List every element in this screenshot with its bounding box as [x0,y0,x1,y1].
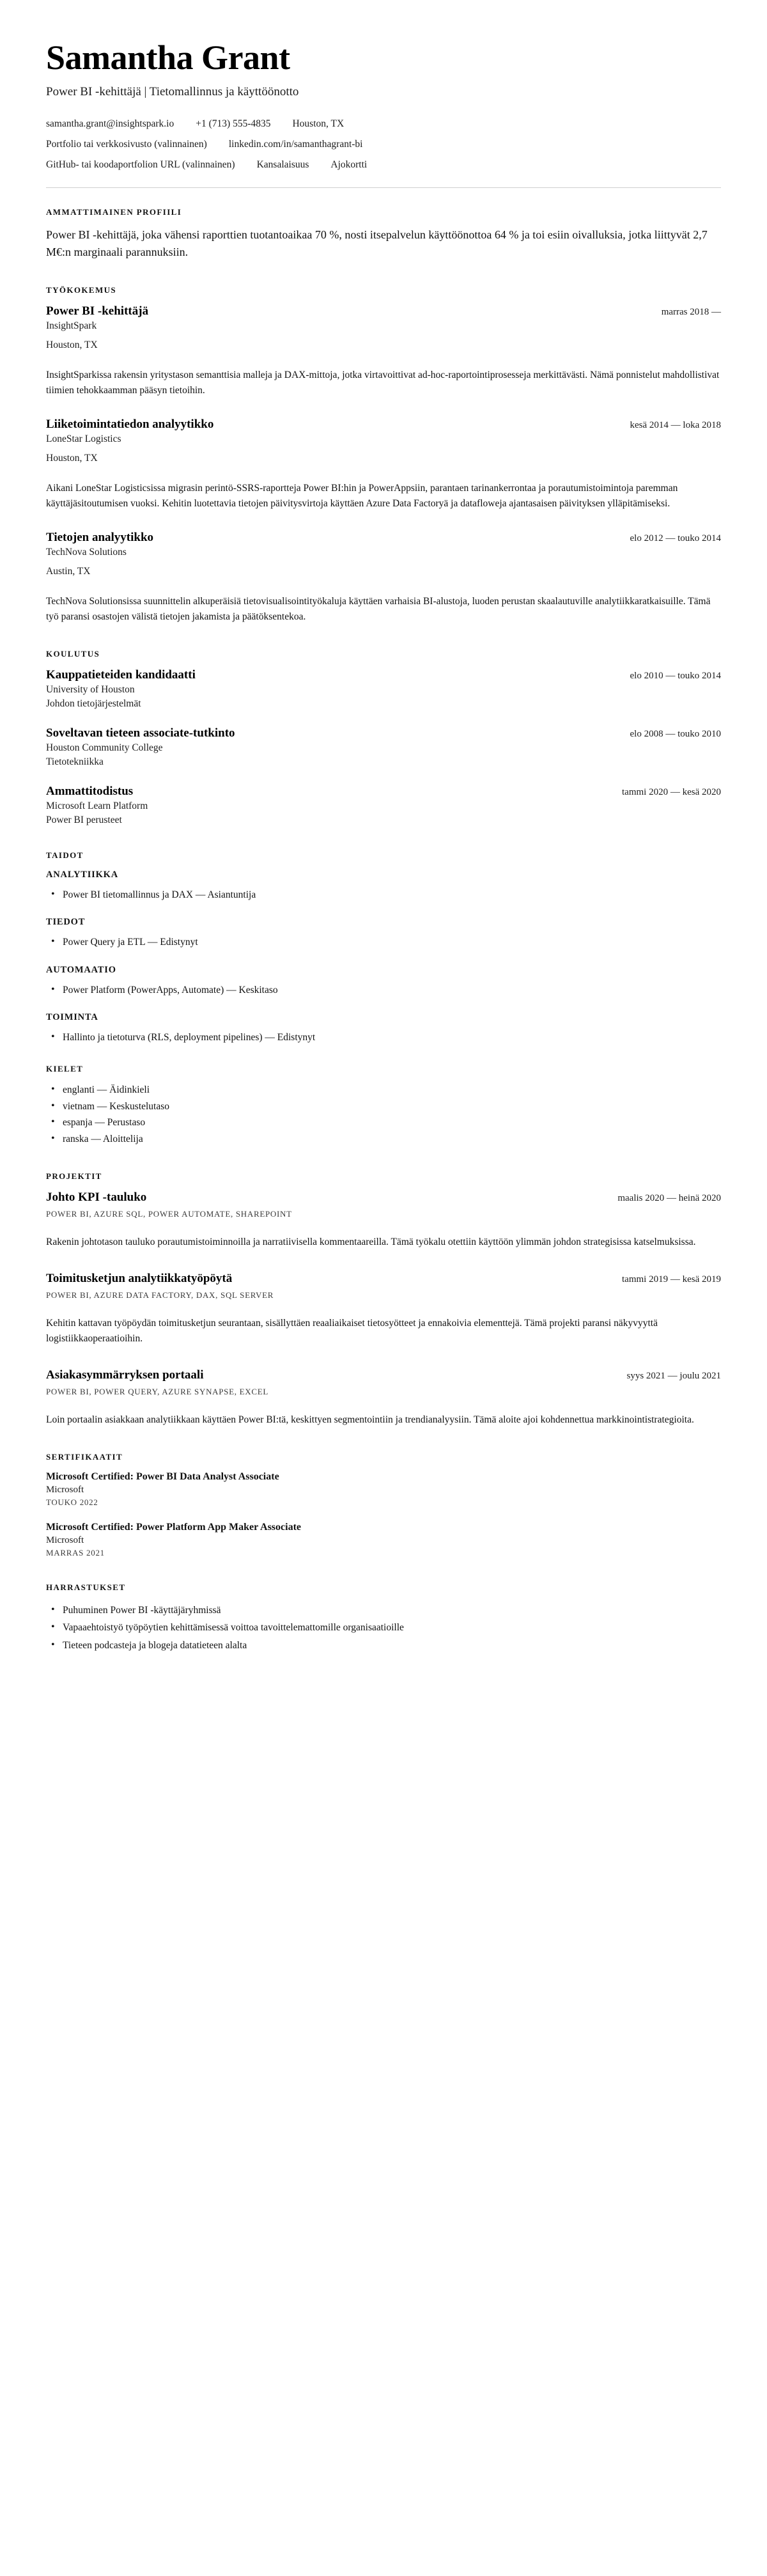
section-title-projects: PROJEKTIT [46,1171,102,1182]
education-field: Power BI perusteet [46,814,122,825]
project-entry [46,1190,721,1250]
section-title-summary: AMMATTIMAINEN PROFIILI [46,207,182,217]
project-name: Asiakasymmärryksen portaali [46,1368,204,1382]
section-skills [46,850,721,1148]
education-entry [46,668,721,710]
experience-location: Houston, TX [46,339,98,350]
list-item: • englanti — Äidinkieli [63,1082,721,1098]
location-text: Houston, TX [292,118,345,129]
project-tags: POWER BI, AZURE SQL, POWER AUTOMATE, SHAREPOINT [46,1209,292,1219]
education-field: Tietotekniikka [46,756,104,767]
education-school: Houston Community College [46,742,163,753]
skill-group [46,870,721,903]
experience-role: Power BI -kehittäjä [46,304,149,318]
project-entry [46,1272,721,1347]
experience-dates: kesä 2014 — loka 2018 [630,419,721,430]
skill-group-name: ANALYTIIKKA [46,869,119,880]
education-entry [46,726,721,768]
education-school: University of Houston [46,683,135,695]
github-placeholder-text: GitHub- tai koodaportfolion URL (valinnainen) [46,159,235,170]
experience-description: TechNova Solutionsissa suunnittelin alkuperäisiä tietovisualisointityökaluja käyttäen varhaisia BI-alustoja, luoden perustan skaalautuville analytiikkaratkaisuille. Tämä työ paransi osastojen välistä tietojen jakamista ja päätöksentekoa. [46,595,711,622]
experience-entry [46,531,721,625]
section-certificates [46,1452,721,1558]
experience-location: Austin, TX [46,565,91,577]
experience-location: Houston, TX [46,452,98,464]
project-tags: POWER BI, POWER QUERY, AZURE SYNAPSE, EXCEL [46,1387,269,1397]
education-degree: Soveltavan tieteen associate-tutkinto [46,726,235,740]
section-hobbies [46,1582,721,1653]
education-entry-head [46,668,721,682]
experience-entry [46,304,721,398]
education-degree: Kauppatieteiden kandidaatti [46,667,196,682]
experience-role: Tietojen analyytikko [46,530,154,544]
certificate-name: Microsoft Certified: Power Platform App Maker Associate [46,1522,302,1533]
section-title-hobbies: HARRASTUKSET [46,1582,126,1593]
certificate-issuer: Microsoft [46,1535,84,1546]
list-item: • Power Query ja ETL — Edistynyt [63,934,721,951]
section-experience [46,285,721,625]
section-education [46,649,721,826]
experience-company: TechNova Solutions [46,546,127,558]
project-entry-head [46,1368,721,1382]
experience-description: InsightSparkissa rakensin yritystason semanttisia malleja ja DAX-mittoja, jotka virtavoittivat ad-hoc-raportointiprosesseja merkittävästi. Nämä ponnistelut mahdollistivat tiimien tehokkaamman pääsyn tietoihin. [46,369,720,396]
list-item: • Tieteen podcasteja ja blogeja datatieteen alalta [63,1637,721,1654]
certificate-entry [46,1471,721,1508]
skill-list [46,982,721,999]
certificate-name: Microsoft Certified: Power BI Data Analyst Associate [46,1471,279,1483]
skill-list [46,887,721,903]
professional-headline: Power BI -kehittäjä | Tietomallinnus ja käyttöönotto [46,84,299,98]
contact-row-extra [46,159,721,171]
experience-entry-head [46,304,721,318]
skill-group [46,965,721,999]
experience-dates: elo 2012 — touko 2014 [630,533,721,543]
experience-company: InsightSpark [46,320,97,331]
contact-row-primary [46,118,721,130]
experience-dates: marras 2018 — [661,306,721,317]
skill-list [46,934,721,951]
list-item: • espanja — Perustaso [63,1114,721,1131]
education-school: Microsoft Learn Platform [46,800,148,811]
project-tags: POWER BI, AZURE DATA FACTORY, DAX, SQL SERVER [46,1290,274,1300]
nationality-label: Kansalaisuus [256,159,309,170]
section-title-experience: TYÖKOKEMUS [46,285,117,295]
list-item: • Hallinto ja tietoturva (RLS, deployment pipelines) — Edistynyt [63,1029,721,1046]
experience-entry-head [46,418,721,432]
education-field: Johdon tietojärjestelmät [46,698,141,709]
certificate-issuer: Microsoft [46,1485,84,1495]
email-text: samantha.grant@insightspark.io [46,118,174,129]
section-title-languages: KIELET [46,1064,84,1074]
education-entry [46,785,721,826]
language-list [46,1082,721,1147]
hobby-list [46,1602,721,1653]
project-entry-head [46,1190,721,1205]
education-dates: elo 2008 — touko 2010 [630,728,721,739]
list-item: • ranska — Aloittelija [63,1131,721,1148]
project-dates: syys 2021 — joulu 2021 [626,1371,721,1382]
header-divider [46,187,721,188]
section-title-education: KOULUTUS [46,648,100,659]
project-entry [46,1368,721,1428]
education-entry-head [46,726,721,740]
section-title-certificates: SERTIFIKAATIT [46,1452,123,1462]
project-description: Kehitin kattavan työpöydän toimitusketjun seurantaan, sisällyttäen reaaliaikaiset tietosyötteet ja ennakoivia elementtejä. Tämä projekti paransi näkyvyyttä logistiikkaoperaatioihin. [46,1318,658,1345]
project-description: Loin portaalin asiakkaan analytiikkaan käyttäen Power BI:tä, keskittyen segmentointiin ja trendianalyysiin. Tämä aloite ajoi kohdennettua markkinointistrategioita. [46,1414,694,1426]
project-description: Rakenin johtotason tauluko porautumistoiminnoilla ja narratiivisella kommentaareilla. Tämä työkalu otettiin käyttöön ylimmän johdon strategisissa katselmuksissa. [46,1237,696,1248]
section-projects [46,1171,721,1428]
project-entry-head [46,1272,721,1286]
project-name: Toimitusketjun analytiikkatyöpöytä [46,1272,233,1286]
project-dates: maalis 2020 — heinä 2020 [617,1193,721,1204]
experience-description: Aikani LoneStar Logisticsissa migrasin perintö-SSRS-raportteja Power BI:hin ja PowerAppsiin, parantaen tarinankerrontaa ja porautumistoimintoja paremman käyttäjäsitoutumisen vuoksi. Kehitin luotettavia tietojen päivitysvirtoja käyttäen Azure Data Factoryä ja datafloweja ajantasaisen päivityksen ylläpitämiseksi. [46,482,678,509]
education-entry-head [46,785,721,799]
skill-list [46,1029,721,1046]
list-item: • Vapaaehtoistyö työpöytien kehittämisessä voittoa tavoittelemattomille organisaatioille [63,1619,721,1636]
skill-group-name: AUTOMAATIO [46,964,116,975]
section-summary [46,207,721,261]
list-item: • Power Platform (PowerApps, Automate) — Keskitaso [63,982,721,999]
resume-header [46,40,721,171]
linkedin-link[interactable]: linkedin.com/in/samanthagrant-bi [228,138,363,150]
experience-entry-head [46,531,721,545]
certificate-date: TOUKO 2022 [46,1497,98,1508]
portfolio-placeholder-text: Portfolio tai verkkosivusto (valinnainen) [46,138,207,150]
list-item: • Power BI tietomallinnus ja DAX — Asiantuntija [63,887,721,903]
driving-licence-label: Ajokortti [330,159,368,170]
summary-text: Power BI -kehittäjä, joka vähensi raporttien tuotantoaikaa 70 %, nosti itsepalvelun käyttöönottoa 64 % ja toi esiin oivalluksia, jotka liittyvät 2,7 M€:n marginaali parannuksiin. [46,228,708,258]
skill-group-name: TOIMINTA [46,1012,98,1023]
experience-role: Liiketoimintatiedon analyytikko [46,417,214,431]
project-dates: tammi 2019 — kesä 2019 [622,1274,721,1285]
education-dates: elo 2010 — touko 2014 [630,670,721,681]
certificate-entry [46,1522,721,1558]
contact-row-links [46,139,721,150]
list-item: • vietnam — Keskustelutaso [63,1098,721,1115]
list-item: • Puhuminen Power BI -käyttäjäryhmissä [63,1602,721,1619]
skill-group [46,1012,721,1046]
skill-group [46,917,721,951]
page-title: Samantha Grant [46,38,290,77]
certificate-date: MARRAS 2021 [46,1548,105,1558]
experience-entry [46,418,721,511]
section-title-skills: TAIDOT [46,850,84,860]
skill-group-name: TIEDOT [46,917,86,928]
experience-company: LoneStar Logistics [46,433,121,444]
education-degree: Ammattitodistus [46,784,134,798]
education-dates: tammi 2020 — kesä 2020 [622,786,721,797]
phone-text: +1 (713) 555-4835 [196,118,271,129]
project-name: Johto KPI -tauluko [46,1190,147,1205]
